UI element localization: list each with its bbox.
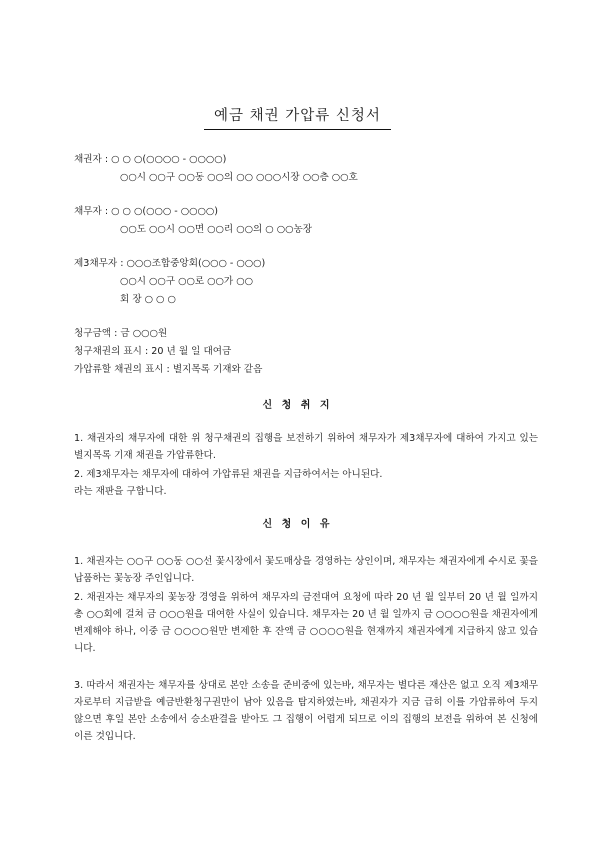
reasons-heading: 신 청 이 유 xyxy=(262,519,333,530)
purpose-item-2: 2. 제3채무자는 채무자에 대하여 가압류된 채권을 지급하여서는 아니된다. xyxy=(74,469,383,480)
third-debtor-address: ○○시 ○○구 ○○로 ○○가 ○○ xyxy=(120,276,253,287)
document-title-text: 예금 채권 가압류 신청서 xyxy=(204,104,391,130)
purpose-item-1: 1. 채권자의 채무자에 대한 위 청구채권의 집행을 보전하기 위하여 채무자가 제3채무자에 대하여 가지고 있는 별지목록 기재 채권을 가압류한다. xyxy=(74,433,538,461)
reasons-item-2: 2. 채권자는 채무자의 꽃농장 경영을 위하여 채무자의 금전대여 요청에 따라 20 년 월 일부터 20 년 월 일까지 총 ○○회에 걸쳐 금 ○○○원을 대여한 사실이 있습니다. 채무자는 20 년 월 일까지 금 ○○○○원을 채권자에게 변제해야 하나, 이중 금 ○○○○원만 변제한 후 잔액 금 ○○○○원을 현재까지 채권자에게 지급하지 않고 있습니다. xyxy=(74,592,538,654)
purpose-closing: 라는 재판을 구합니다. xyxy=(74,486,167,497)
third-debtor-representative: 회 장 ○ ○ ○ xyxy=(120,294,176,305)
third-debtor-name: 제3채무자 : ○○○조합중앙회(○○○ - ○○○) xyxy=(74,258,266,269)
creditor-address: ○○시 ○○구 ○○동 ○○의 ○○ ○○○시장 ○○층 ○○호 xyxy=(120,172,358,183)
debtor-address: ○○도 ○○시 ○○면 ○○리 ○○의 ○ ○○농장 xyxy=(120,224,312,235)
creditor-name: 채권자 : ○ ○ ○(○○○○ - ○○○○) xyxy=(74,154,227,165)
claim-description: 청구채권의 표시 : 20 년 월 일 대여금 xyxy=(74,346,232,357)
reasons-item-3: 3. 따라서 채권자는 채무자를 상대로 본안 소송을 준비중에 있는바, 채무자는 별다른 재산은 없고 오직 제3채무자로부터 지급받을 예금반환청구권만이 남아 있음을 탐지하였는바, 채권자가 지금 급히 이를 가압류하여 두지 않으면 후일 본안 소송에서 승소판결을 받아도 그 집행이 어렵게 되므로 이의 집행의 보전을 위하여 본 신청에 이른 것입니다. xyxy=(74,680,538,742)
debtor-name: 채무자 : ○ ○ ○(○○○ - ○○○○) xyxy=(74,206,218,217)
purpose-heading: 신 청 취 지 xyxy=(262,400,333,411)
reasons-item-1: 1. 채권자는 ○○구 ○○동 ○○선 꽃시장에서 꽃도매상을 경영하는 상인이며, 채무자는 채권자에게 수시로 꽃을 납품하는 꽃농장 주인입니다. xyxy=(74,556,538,584)
claim-amount: 청구금액 : 금 ○○○원 xyxy=(74,328,168,339)
attachment-description: 가압류할 채권의 표시 : 별지목록 기재와 같음 xyxy=(74,364,263,375)
document-title xyxy=(0,104,595,130)
